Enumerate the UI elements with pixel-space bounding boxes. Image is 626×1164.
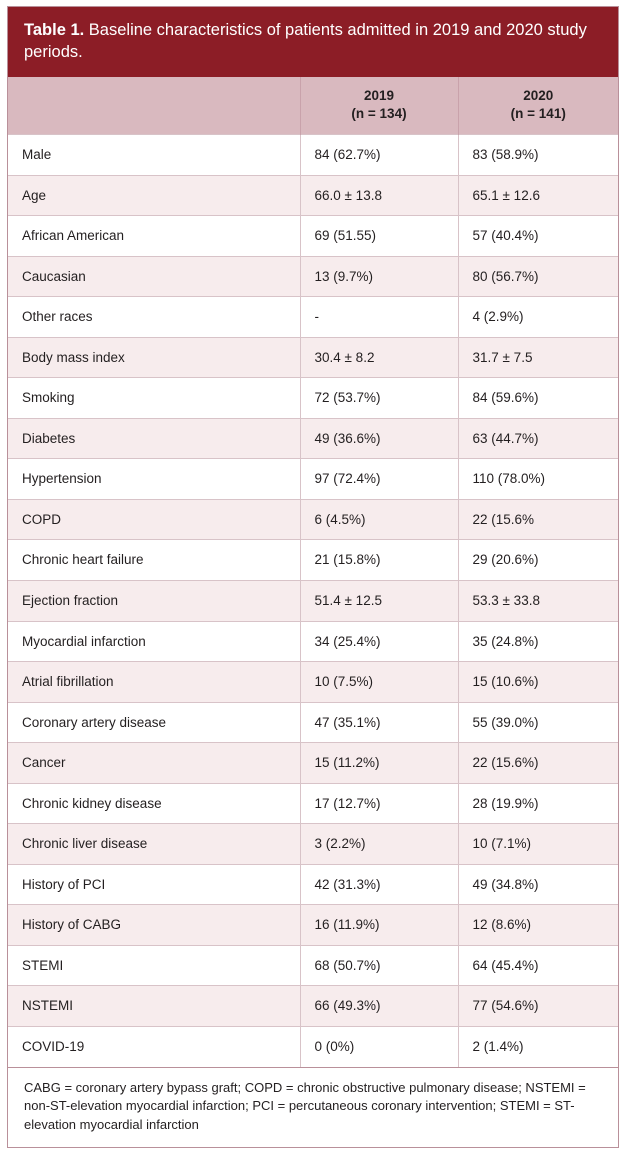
table-row <box>8 134 618 175</box>
table-row <box>8 378 618 419</box>
cell-characteristic: Male <box>8 134 300 175</box>
cell-2020: 10 (7.1%) <box>458 824 618 865</box>
cell-2019: 72 (53.7%) <box>300 378 458 419</box>
cell-characteristic: Hypertension <box>8 459 300 500</box>
cell-characteristic: COVID-19 <box>8 1027 300 1067</box>
table-row <box>8 418 618 459</box>
table-row <box>8 499 618 540</box>
cell-2020: 4 (2.9%) <box>458 297 618 338</box>
cell-2019: 49 (36.6%) <box>300 418 458 459</box>
cell-2019: 17 (12.7%) <box>300 783 458 824</box>
cell-characteristic: Other races <box>8 297 300 338</box>
cell-2019: 66 (49.3%) <box>300 986 458 1027</box>
cell-2020: 64 (45.4%) <box>458 945 618 986</box>
cell-2019: 6 (4.5%) <box>300 499 458 540</box>
cell-2019: 10 (7.5%) <box>300 662 458 703</box>
table-caption <box>8 7 618 77</box>
column-header-2019 <box>300 77 458 135</box>
cell-2019: 47 (35.1%) <box>300 702 458 743</box>
cell-2019: - <box>300 297 458 338</box>
cell-characteristic: Ejection fraction <box>8 580 300 621</box>
cell-characteristic: STEMI <box>8 945 300 986</box>
cell-2019: 16 (11.9%) <box>300 905 458 946</box>
cell-2019: 51.4 ± 12.5 <box>300 580 458 621</box>
header-row <box>8 77 618 135</box>
table-row <box>8 540 618 581</box>
cell-2020: 83 (58.9%) <box>458 134 618 175</box>
cell-characteristic: History of PCI <box>8 864 300 905</box>
table-1-container <box>7 6 619 1148</box>
cell-2020: 2 (1.4%) <box>458 1027 618 1067</box>
cell-2019: 15 (11.2%) <box>300 743 458 784</box>
cell-2019: 34 (25.4%) <box>300 621 458 662</box>
table-row <box>8 986 618 1027</box>
cell-characteristic: Chronic liver disease <box>8 824 300 865</box>
table-header <box>8 77 618 135</box>
cell-characteristic: Coronary artery disease <box>8 702 300 743</box>
table-row <box>8 702 618 743</box>
table-row <box>8 905 618 946</box>
cell-characteristic: NSTEMI <box>8 986 300 1027</box>
column-header-characteristic <box>8 77 300 135</box>
table-row <box>8 256 618 297</box>
cell-2020: 28 (19.9%) <box>458 783 618 824</box>
table-row <box>8 864 618 905</box>
table-row <box>8 459 618 500</box>
table-row <box>8 175 618 216</box>
cell-2020: 31.7 ± 7.5 <box>458 337 618 378</box>
column-header-2020 <box>458 77 618 135</box>
cell-2020: 63 (44.7%) <box>458 418 618 459</box>
cell-2019: 84 (62.7%) <box>300 134 458 175</box>
table-caption-label: Table 1. <box>24 21 85 39</box>
cell-2020: 57 (40.4%) <box>458 216 618 257</box>
cell-2020: 110 (78.0%) <box>458 459 618 500</box>
cell-2019: 97 (72.4%) <box>300 459 458 500</box>
cell-characteristic: Atrial fibrillation <box>8 662 300 703</box>
table-row <box>8 216 618 257</box>
cell-2019: 68 (50.7%) <box>300 945 458 986</box>
cell-2020: 22 (15.6%) <box>458 743 618 784</box>
table-row <box>8 945 618 986</box>
cell-2020: 15 (10.6%) <box>458 662 618 703</box>
cell-characteristic: African American <box>8 216 300 257</box>
table-row <box>8 580 618 621</box>
table-row <box>8 337 618 378</box>
cell-2020: 49 (34.8%) <box>458 864 618 905</box>
table-caption-text: Baseline characteristics of patients admitted in 2019 and 2020 study periods. <box>24 21 587 62</box>
cell-2020: 35 (24.8%) <box>458 621 618 662</box>
cell-characteristic: Diabetes <box>8 418 300 459</box>
cell-2020: 80 (56.7%) <box>458 256 618 297</box>
cell-characteristic: Chronic kidney disease <box>8 783 300 824</box>
table-row <box>8 783 618 824</box>
cell-characteristic: History of CABG <box>8 905 300 946</box>
cell-characteristic: Caucasian <box>8 256 300 297</box>
cell-2020: 29 (20.6%) <box>458 540 618 581</box>
cell-characteristic: Cancer <box>8 743 300 784</box>
column-header-2019-year: 2019 <box>363 87 395 103</box>
cell-2019: 66.0 ± 13.8 <box>300 175 458 216</box>
cell-2019: 30.4 ± 8.2 <box>300 337 458 378</box>
table-row <box>8 743 618 784</box>
cell-characteristic: Chronic heart failure <box>8 540 300 581</box>
table-row <box>8 297 618 338</box>
cell-2020: 12 (8.6%) <box>458 905 618 946</box>
cell-2019: 42 (31.3%) <box>300 864 458 905</box>
cell-characteristic: Age <box>8 175 300 216</box>
cell-2020: 77 (54.6%) <box>458 986 618 1027</box>
column-header-2020-year: 2020 <box>523 87 554 103</box>
cell-characteristic: Body mass index <box>8 337 300 378</box>
table-row <box>8 824 618 865</box>
cell-2020: 53.3 ± 33.8 <box>458 580 618 621</box>
cell-2019: 3 (2.2%) <box>300 824 458 865</box>
baseline-characteristics-table <box>8 77 618 1067</box>
cell-2020: 55 (39.0%) <box>458 702 618 743</box>
cell-2019: 69 (51.55) <box>300 216 458 257</box>
cell-2019: 0 (0%) <box>300 1027 458 1067</box>
cell-characteristic: COPD <box>8 499 300 540</box>
table-row <box>8 662 618 703</box>
cell-characteristic: Myocardial infarction <box>8 621 300 662</box>
cell-characteristic: Smoking <box>8 378 300 419</box>
table-row <box>8 1027 618 1067</box>
cell-2020: 65.1 ± 12.6 <box>458 175 618 216</box>
table-body <box>8 134 618 1066</box>
cell-2020: 84 (59.6%) <box>458 378 618 419</box>
cell-2019: 21 (15.8%) <box>300 540 458 581</box>
column-header-2019-count: (n = 134) <box>351 105 407 121</box>
cell-2019: 13 (9.7%) <box>300 256 458 297</box>
cell-2020: 22 (15.6% <box>458 499 618 540</box>
table-row <box>8 621 618 662</box>
table-footnote: CABG = coronary artery bypass graft; COPD = chronic obstructive pulmonary disease; NSTEMI = non-ST-elevation myocardial infarction; PCI = percutaneous coronary intervention; STEMI = ST-elevation myocardial infarction <box>8 1067 618 1148</box>
column-header-2020-count: (n = 141) <box>510 105 566 121</box>
